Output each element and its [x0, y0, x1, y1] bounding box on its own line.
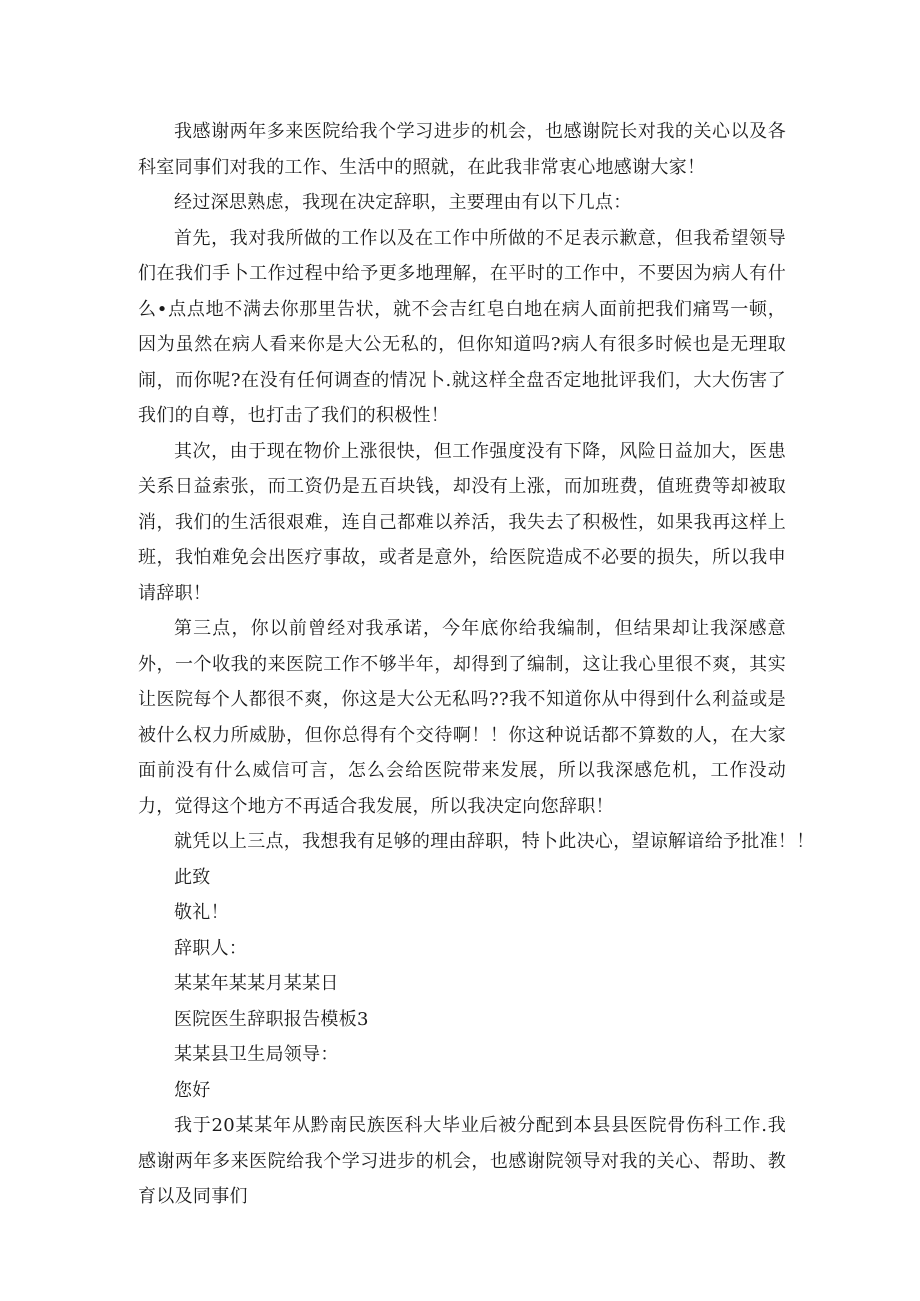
template-heading: 医院医生辞职报告模板3: [174, 1008, 369, 1030]
paragraph-decision: 经过深思熟虑，我现在决定辞职，主要理由有以下几点：: [174, 192, 632, 213]
paragraph-reason-first: 首先，我对我所做的工作以及在工作中所做的不足表示歉意，但我希望领导们在我们手卜工作过程中给予更多地理解，在平时的工作中，不要因为病人有什么•点点地不满去你那里告状，就不会吉红皂白地在病人面前把我们痛骂一顿，因为虽然在病人看来你是大公无私的，但你知道吗?病人有很多时候也是无理取闹，而你呢?在没有任何调查的情况卜.就这样全盘否定地批评我们，大大伤害了我们的自尊，也打击了我们的积极性！: [138, 227, 786, 426]
document-body: [138, 114, 815, 1215]
closing-request: 就凭以上三点，我想我有足够的理由辞职，特卜此决心，望谅解谙给予批准！！: [174, 831, 815, 852]
salutation-cizhi: 此致: [174, 866, 211, 888]
paragraph-reason-third: 第三点，你以前曾经对我承诺，今年底你给我编制，但结果却让我深感意外，一个收我的来医院工作不够半年，却得到了编制，这让我心里很不爽，其实让医院每个人都很不爽，你这是大公无私吗??我不知道你从中得到什么利益或是被什么权力所威胁，但你总得有个交待啊！！你这种说话都不算数的人，在大家面前没有什么威信可言，怎么会给医院带来发展，所以我深感危机，工作没动力，觉得这个地方不再适合我发展，所以我决定向您辞职！: [138, 618, 786, 817]
date-line: 某某年某某月某某日: [174, 973, 339, 994]
greeting-line: 您好: [174, 1079, 211, 1101]
paragraph-gratitude: 我感谢两年多来医院给我个学习进步的机会，也感谢院长对我的关心以及各科室同事们对我的工作、生活中的照就，在此我非常衷心地感谢大家！: [138, 121, 786, 178]
addressee-line: 某某县卫生局领导：: [174, 1044, 339, 1065]
signature-label: 辞职人：: [174, 937, 248, 959]
paragraph-reason-second: 其次，由于现在物价上涨很快，但工作强度没有下降，风险日益加大，医患关系日益索张，而工资仍是五百块钱，却没有上涨，而加班费，值班费等却被取消，我们的生活很艰难，连自己都难以养活，我失去了积极性，如果我再这样上班，我怕难免会出医疗事故，或者是意外，给医院造成不必要的损失，所以我申请辞职！: [138, 440, 786, 604]
paragraph-introduction: 我于20某某年从黔南民族医科大毕业后被分配到本县县医院骨伤科工作.我感谢两年多来医院给我个学习进步的机会，也感谢院领导对我的关心、帮助、教育以及同事们: [138, 1115, 786, 1207]
salutation-jingli: 敬礼！: [174, 902, 229, 923]
